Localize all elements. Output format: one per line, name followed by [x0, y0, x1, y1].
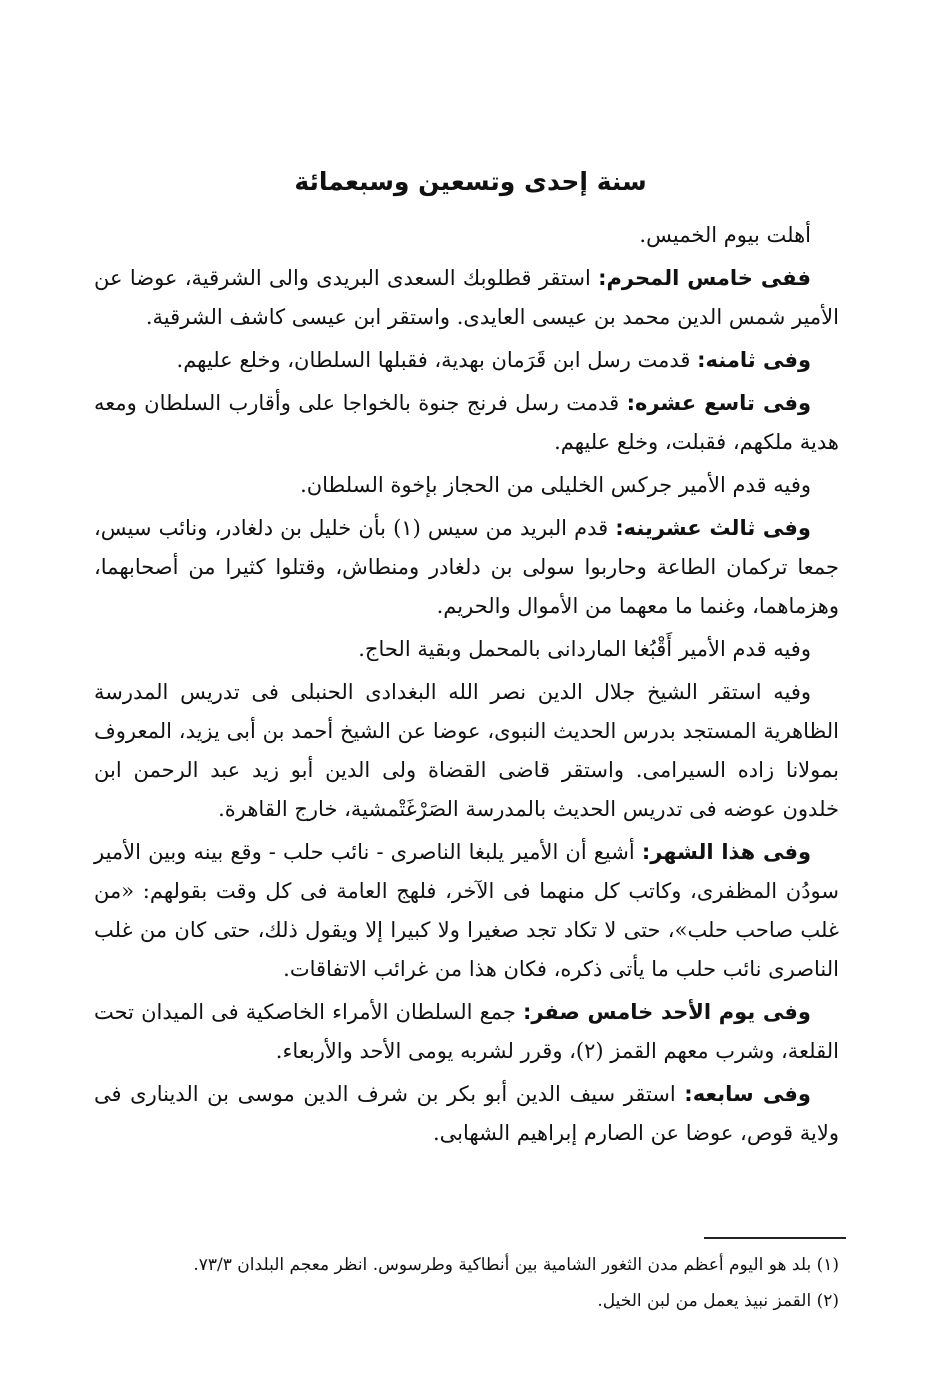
paragraph-lead: ففى خامس المحرم:: [598, 266, 811, 290]
paragraph-7: [94, 630, 839, 669]
paragraph-3: [94, 341, 839, 380]
paragraph-text: قدمت رسل ابن قَرَمان بهدية، فقبلها السلطان، وخلع عليهم.: [176, 348, 698, 372]
chapter-heading: سنة إحدى وتسعين وسبعمائة: [294, 167, 647, 196]
footnotes: [94, 1248, 839, 1320]
paragraph-text: جمع السلطان الأمراء الخاصكية فى الميدان تحت القلعة، وشرب معهم القمز (٢)، وقرر لشربه يومى الأحد والأربعاء.: [94, 1000, 839, 1063]
paragraph-5: [94, 466, 839, 505]
paragraph-lead: وفى سابعه:: [684, 1082, 811, 1106]
paragraph-11: [94, 1075, 839, 1153]
paragraph-lead: وفى ثامنه:: [697, 348, 811, 372]
paragraph-lead: وفى هذا الشهر:: [641, 840, 811, 864]
footnote-divider: [704, 1237, 846, 1239]
paragraph-lead: وفى تاسع عشره:: [626, 391, 811, 415]
paragraph-text: استقر قطلوبك السعدى البريدى والى الشرقية، عوضا عن الأمير شمس الدين محمد بن عيسى العايدى. واستقر ابن عيسى كاشف الشرقية.: [94, 266, 839, 329]
paragraph-text: أهلت بيوم الخميس.: [639, 223, 811, 247]
paragraph-text: قدم البريد من سيس (١) بأن خليل بن دلغادر، ونائب سيس، جمعا تركمان الطاعة وحاربوا سولى بن دلغادر ومنطاش، وقتلوا كثيرا من أصحابهما، وهزماهما، وغنما ما معهما من الأموال والحريم.: [94, 516, 839, 618]
paragraph-2: [94, 259, 839, 337]
paragraph-text: قدمت رسل فرنج جنوة بالخواجا على وأقارب السلطان ومعه هدية ملكهم، فقبلت، وخلع عليهم.: [94, 391, 839, 454]
paragraph-text: وفيه قدم الأمير جركس الخليلى من الحجاز بإخوة السلطان.: [300, 473, 811, 497]
footnote-1: (١) بلد هو اليوم أعظم مدن الثغور الشامية بين أنطاكية وطرسوس. انظر معجم البلدان ٧٣/٣.: [193, 1255, 839, 1275]
paragraph-lead: وفى يوم الأحد خامس صفر:: [522, 1000, 811, 1024]
paragraph-9: [94, 833, 839, 989]
paragraph-4: [94, 384, 839, 462]
paragraph-6: [94, 509, 839, 626]
paragraph-8: [94, 673, 839, 829]
paragraph-lead: وفى ثالث عشرينه:: [615, 516, 811, 540]
paragraph-10: [94, 993, 839, 1071]
paragraph-1: [94, 216, 839, 255]
paragraph-text: وفيه استقر الشيخ جلال الدين نصر الله البغدادى الحنبلى فى تدريس المدرسة الظاهرية المستجد بدرس الحديث النبوى، عوضا عن الشيخ أحمد بن أبى يزيد، المعروف بمولانا زاده السيرامى. واستقر قاضى القضاة ولى الدين أبو زيد عبد الرحمن ابن خلدون عوضه فى تدريس الحديث بالمدرسة الصَرْغَتْمشية، خارج القاهرة.: [94, 680, 839, 821]
body-text: [94, 216, 839, 1157]
paragraph-text: أشيع أن الأمير يلبغا الناصرى - نائب حلب - وقع بينه وبين الأمير سودُن المظفرى، وكاتب كل منهما فى الآخر، فلهج العامة فى كل وقت بقولهم: «من غلب صاحب حلب»، حتى لا تكاد تجد صغيرا ولا كبيرا إلا ويقول ذلك، حتى كان من غلب الناصرى نائب حلب ما يأتى ذكره، فكان هذا من غرائب الاتفاقات.: [94, 840, 839, 981]
paragraph-text: استقر سيف الدين أبو بكر بن شرف الدين موسى بن الدينارى فى ولاية قوص، عوضا عن الصارم إبراهيم الشهابى.: [94, 1082, 839, 1145]
footnote-2: (٢) القمز نبيذ يعمل من لبن الخيل.: [597, 1291, 839, 1311]
paragraph-text: وفيه قدم الأمير أَقْبُغا الماردانى بالمحمل وبقية الحاج.: [358, 637, 811, 661]
